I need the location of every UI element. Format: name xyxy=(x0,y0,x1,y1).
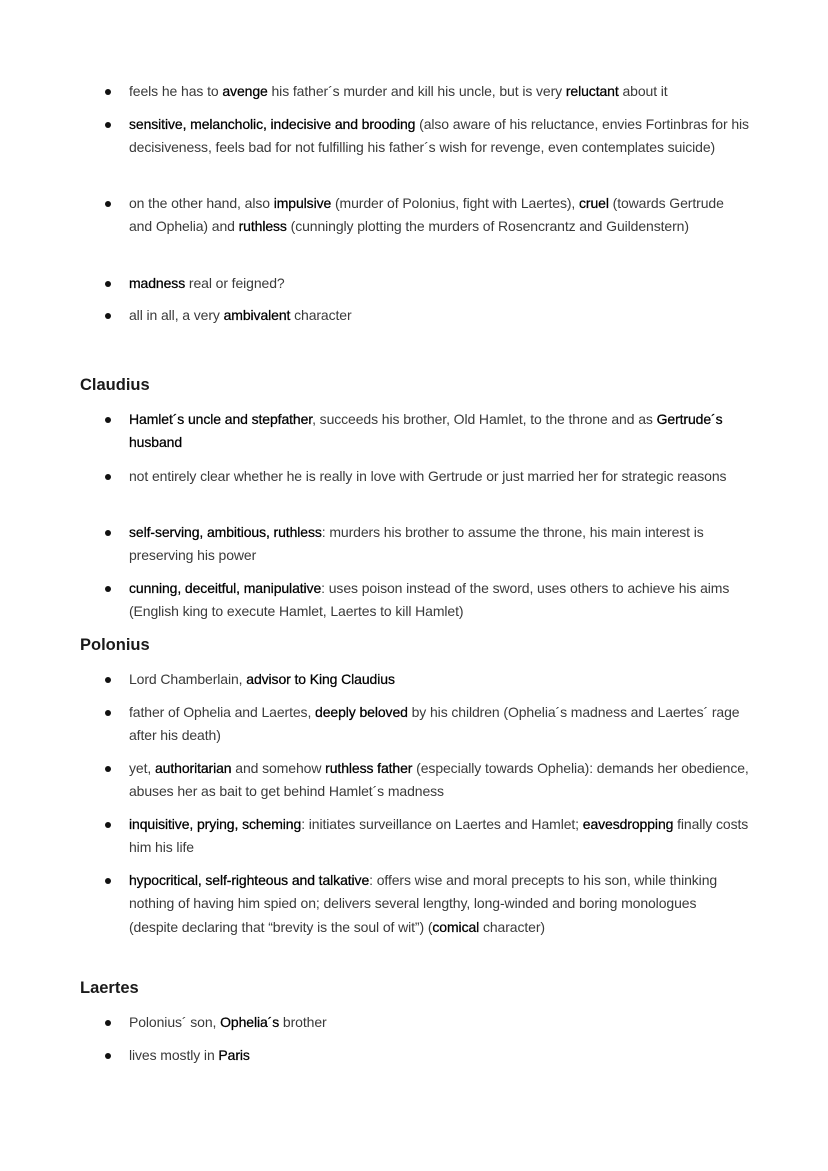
list-item-text xyxy=(129,577,749,624)
body-text: all in all, a very xyxy=(129,307,224,323)
list-item-text xyxy=(129,1044,749,1067)
body-text: real or feigned? xyxy=(185,275,285,291)
emphasis-text: eavesdropping xyxy=(582,816,674,832)
list-item-text xyxy=(129,465,749,488)
section-heading-polonius: Polonius xyxy=(80,636,150,654)
body-text: : murders his brother to assume the throne, his main interest is preserving his power xyxy=(129,524,704,564)
list-item-text xyxy=(129,272,749,295)
list-item-text xyxy=(129,869,749,939)
body-text: his father´s murder and kill his uncle, but is very xyxy=(267,83,566,99)
list-item-text xyxy=(129,813,749,860)
emphasis-text: impulsive xyxy=(273,195,332,211)
list-item-text xyxy=(129,757,749,804)
body-text: (murder of Polonius, fight with Laertes), xyxy=(331,195,579,211)
list-item-text xyxy=(129,192,749,239)
emphasis-text: ruthless xyxy=(238,218,287,235)
body-text: : initiates surveillance on Laertes and Hamlet; xyxy=(301,816,583,832)
list-item-text xyxy=(129,304,749,327)
body-text: lives mostly in xyxy=(129,1047,219,1063)
body-text: : offers wise and moral precepts to his son, while thinking nothing of having him spied on; delivers several lengthy, long-winded and boring monologues (despite declaring that “brevity is the soul of wit”) ( xyxy=(129,872,718,935)
emphasis-text: cunning, deceitful, manipulative xyxy=(129,580,322,596)
body-text: not entirely clear whether he is really in love with Gertrude or just married her for strategic reasons xyxy=(129,468,727,484)
emphasis-text: Gertrude´s husband xyxy=(129,411,723,451)
list-item-text xyxy=(129,408,749,455)
list-item-text xyxy=(129,113,749,160)
emphasis-text: deeply beloved xyxy=(315,704,408,720)
emphasis-text: madness xyxy=(129,275,186,291)
body-text: and somehow xyxy=(231,760,326,776)
emphasis-text: Ophelia´s xyxy=(220,1014,280,1030)
emphasis-text: cruel xyxy=(578,195,609,211)
body-text: father of Ophelia and Laertes, xyxy=(129,704,316,720)
body-text: finally costs him his life xyxy=(129,816,749,856)
section-heading-claudius: Claudius xyxy=(80,376,150,394)
body-text: yet, xyxy=(129,760,155,776)
emphasis-text: Paris xyxy=(218,1047,250,1063)
emphasis-text: ruthless father xyxy=(325,760,413,776)
emphasis-text: inquisitive, prying, scheming xyxy=(129,816,302,832)
emphasis-text: avenge xyxy=(222,83,268,99)
emphasis-text: sensitive, melancholic, indecisive and brooding xyxy=(129,116,416,132)
body-text: Polonius´ son, xyxy=(129,1014,221,1030)
body-text: on the other hand, also xyxy=(129,195,274,211)
list-item-text xyxy=(129,80,749,103)
body-text: character) xyxy=(479,918,545,935)
emphasis-text: hypocritical, self-righteous and talkative xyxy=(129,872,370,888)
list-item-text xyxy=(129,701,749,748)
section-heading-laertes: Laertes xyxy=(80,979,139,997)
list-item-text xyxy=(129,668,749,691)
emphasis-text: Hamlet´s uncle and stepfather xyxy=(129,411,313,427)
list-item-text xyxy=(129,1011,749,1034)
body-text: by his children (Ophelia´s madness and Laertes´ rage after his death) xyxy=(129,704,740,744)
emphasis-text: advisor to King Claudius xyxy=(246,671,395,687)
emphasis-text: comical xyxy=(432,918,480,935)
body-text: (towards Gertrude and Ophelia) and xyxy=(129,195,724,235)
body-text: (especially towards Ophelia): demands her obedience, abuses her as bait to get behind Hamlet´s madness xyxy=(129,760,749,800)
body-text: (also aware of his reluctance, envies Fortinbras for his decisiveness, feels bad for not fulfilling his father´s wish for revenge, even contemplates suicide) xyxy=(129,116,749,156)
body-text: Lord Chamberlain, xyxy=(129,671,247,687)
body-text: feels he has to xyxy=(129,83,223,99)
body-text: character xyxy=(290,307,352,323)
body-text: brother xyxy=(279,1014,327,1030)
emphasis-text: reluctant xyxy=(565,83,619,99)
emphasis-text: authoritarian xyxy=(154,760,232,776)
body-text: : uses poison instead of the sword, uses others to achieve his aims (English king to execute Hamlet, Laertes to kill Hamlet) xyxy=(129,580,730,620)
emphasis-text: ambivalent xyxy=(223,307,291,323)
body-text: (cunningly plotting the murders of Rosencrantz and Guildenstern) xyxy=(286,218,689,235)
body-text: , succeeds his brother, Old Hamlet, to the throne and as xyxy=(312,411,657,427)
emphasis-text: self-serving, ambitious, ruthless xyxy=(129,524,322,540)
list-item-text xyxy=(129,521,749,568)
body-text: about it xyxy=(618,83,668,99)
